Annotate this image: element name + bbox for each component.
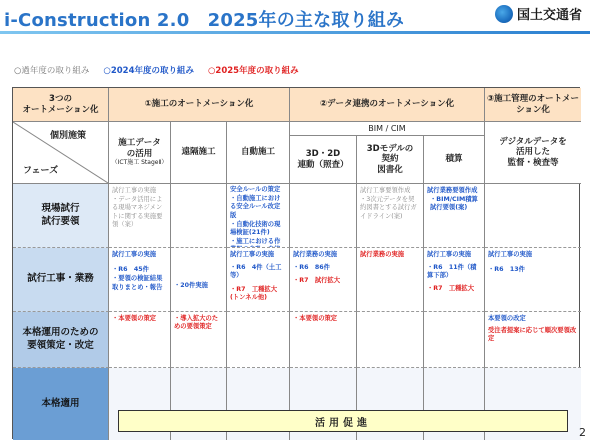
subhead-main: 積算 bbox=[445, 154, 463, 165]
cell-r1-c6 bbox=[424, 184, 485, 248]
phase-bottom-label: フェーズ bbox=[23, 166, 59, 176]
cell-r3-c6 bbox=[424, 312, 485, 368]
cell-text: 試行工事要領作成 bbox=[360, 187, 411, 194]
group-construction: ①施工のオートメーション化 bbox=[109, 88, 290, 122]
group-management: ③施工管理のオートメーション化 bbox=[485, 88, 581, 122]
cell-r2-c1 bbox=[109, 248, 171, 312]
cell-text: ・導入拡大のための要領策定 bbox=[174, 315, 219, 331]
cell-r1-c2 bbox=[171, 184, 227, 248]
cell-r2-c4 bbox=[290, 248, 357, 312]
page-number: 2 bbox=[579, 426, 586, 439]
cell-text: 試行工事の実施 bbox=[488, 251, 533, 258]
cell-text: ・要領の検証結果取りまとめ・報告 bbox=[112, 275, 163, 291]
cell-text: ・R6 11件（積算下部） bbox=[427, 264, 477, 280]
cell-text: 試行工事の実施 bbox=[112, 187, 157, 194]
cell-r1-c3 bbox=[227, 184, 290, 248]
cell-text: ・R6 13件 bbox=[488, 266, 525, 274]
cell-text: ・自動化技術の現場検証(21件) bbox=[230, 220, 281, 236]
ministry-logo bbox=[495, 4, 582, 23]
subhead-inspection bbox=[485, 122, 581, 184]
cell-text: 受注者提案に応じて順次要領改定 bbox=[488, 327, 577, 343]
page-title: i-Construction 2.0 2025年の主な取り組み bbox=[4, 10, 405, 31]
cell-r3-c1 bbox=[109, 312, 171, 368]
cell-text: 試行業務の実施 bbox=[293, 251, 338, 258]
subhead-main: 施工データ の活用 bbox=[118, 138, 161, 159]
phase-header bbox=[13, 122, 109, 184]
cell-text: ・R6 86件 bbox=[293, 264, 330, 272]
cell-text: 本要領の改定 bbox=[488, 315, 526, 322]
phase-top-label: 個別施策 bbox=[49, 131, 86, 141]
cell-r2-c5 bbox=[357, 248, 424, 312]
row-label-trial-works: 試行工事・業務 bbox=[13, 248, 109, 312]
title-underline bbox=[0, 31, 590, 34]
cell-text: ・自動施工における安全ルール改定版 bbox=[230, 195, 281, 219]
roadmap-table bbox=[12, 87, 580, 439]
row-label-guidelines: 本格運用のための 要領策定・改定 bbox=[13, 312, 109, 368]
mlit-logo-icon bbox=[495, 5, 513, 23]
subhead-construction-data bbox=[109, 122, 171, 184]
subhead-3d2d bbox=[290, 136, 357, 184]
subhead-estimation bbox=[424, 136, 485, 184]
cell-text: ・本要領の策定 bbox=[112, 315, 157, 322]
cell-text: 試行業務の実施 bbox=[360, 251, 405, 258]
cell-r2-c3 bbox=[227, 248, 290, 312]
cell-r2-c7 bbox=[485, 248, 581, 312]
cell-r1-c5 bbox=[357, 184, 424, 248]
cell-text: ・R6 45件 bbox=[112, 266, 149, 274]
cell-r3-c3 bbox=[227, 312, 290, 368]
cell-r1-c1 bbox=[109, 184, 171, 248]
subhead-main: 遠隔施工 bbox=[181, 147, 216, 158]
cell-r3-c5 bbox=[357, 312, 424, 368]
cell-r3-c7 bbox=[485, 312, 581, 368]
subhead-small: （ICT施工 StageⅡ） bbox=[111, 159, 168, 167]
cell-text: 試行工事の実施 bbox=[112, 251, 157, 258]
subhead-main: デジタルデータを 活用した 監督・検査等 bbox=[499, 136, 567, 168]
cell-r2-c6 bbox=[424, 248, 485, 312]
cell-text: ・本要領の策定 bbox=[293, 315, 338, 322]
legend-2025: ○2025年度の取り組み bbox=[208, 66, 299, 76]
cell-text: ・3次元データを契約図書とする試行ガイドライン(案) bbox=[360, 196, 417, 220]
group-data-link: ②データ連携のオートメーション化 bbox=[290, 88, 485, 122]
cell-text: ・データ活用による現場マネジメントに関する実施要領（案） bbox=[112, 196, 163, 228]
cell-text: ・BIM/CIM積算試行要領(案) bbox=[430, 196, 478, 212]
subhead-auto bbox=[227, 122, 290, 184]
row-label-trial: 現場試行 試行要領 bbox=[13, 184, 109, 248]
cell-text: 安全ルールの策定 bbox=[230, 186, 281, 193]
cell-r2-c2 bbox=[171, 248, 227, 312]
cell-text: ・R6 4件（土工等） bbox=[230, 264, 282, 280]
row-label-full-application: 本格適用 bbox=[13, 368, 109, 440]
subhead-main: 自動施工 bbox=[240, 147, 275, 158]
cell-text: ・施工における作 bbox=[230, 238, 281, 246]
cell-text: 試行工事の実施 bbox=[427, 251, 472, 258]
promotion-banner: 活用促進 bbox=[118, 410, 568, 432]
logo-text: 国土交通省 bbox=[516, 8, 582, 23]
cell-r3-c2 bbox=[171, 312, 227, 368]
subhead-3d-contract bbox=[357, 136, 424, 184]
cell-text: ・R7 工種拡大(トンネル他) bbox=[230, 285, 278, 301]
subhead-main: 3D・2D 連動（照査） bbox=[297, 148, 349, 170]
legend-past: ○過年度の取り組み bbox=[14, 66, 90, 76]
subhead-main: 3Dモデルの 契約 図書化 bbox=[366, 143, 414, 175]
bim-cim-header: BIM / CIM bbox=[290, 122, 485, 136]
corner-header: 3つの オートメーション化 bbox=[13, 88, 109, 122]
cell-r3-c4 bbox=[290, 312, 357, 368]
legend-2024: ○2024年度の取り組み bbox=[103, 66, 194, 76]
cell-text: ・R7 工種拡大 bbox=[427, 284, 475, 292]
cell-text: ・R7 試行拡大 bbox=[293, 277, 341, 285]
legend bbox=[14, 64, 299, 76]
cell-r1-c7 bbox=[485, 184, 581, 248]
subhead-remote bbox=[171, 122, 227, 184]
cell-text: 試行工事の実施 bbox=[230, 251, 275, 258]
cell-text: 試行業務要領作成 bbox=[427, 187, 478, 194]
cell-r1-c4 bbox=[290, 184, 357, 248]
cell-text: ・20件実施 bbox=[174, 282, 208, 289]
